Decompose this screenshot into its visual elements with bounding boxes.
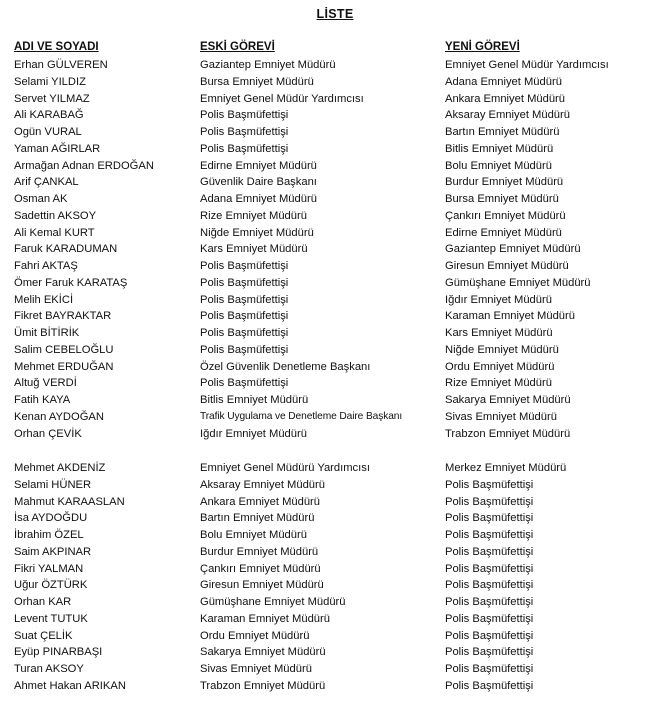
table-row [0, 208, 670, 225]
new-position: Iğdır Emniyet Müdürü [445, 293, 552, 306]
person-name: Mahmut KARAASLAN [14, 495, 125, 508]
header-name: ADI VE SOYADI [14, 41, 99, 53]
table-row [0, 225, 670, 242]
person-name: Melih EKİCİ [14, 293, 74, 306]
table-row [0, 375, 670, 392]
person-name: Fikret BAYRAKTAR [14, 310, 112, 323]
new-position: Merkez Emniyet Müdürü [445, 462, 567, 474]
old-position: Iğdır Emniyet Müdürü [200, 427, 307, 440]
person-name: Sadettin AKSOY [14, 209, 97, 222]
new-position: Sivas Emniyet Müdürü [445, 410, 557, 423]
person-name: Saim AKPINAR [14, 545, 92, 558]
person-name: Fikri YALMAN [14, 562, 84, 575]
person-name: Fatih KAYA [14, 394, 71, 406]
new-position: Polis Başmüfettişi [445, 629, 534, 642]
person-name: Fahri AKTAŞ [14, 260, 78, 272]
old-position: Sakarya Emniyet Müdürü [200, 646, 326, 659]
new-position: Karaman Emniyet Müdürü [445, 310, 575, 323]
table-row [0, 678, 670, 695]
table-row [0, 409, 670, 426]
new-position: Bursa Emniyet Müdürü [445, 193, 559, 205]
old-position: Giresun Emniyet Müdürü [200, 579, 324, 592]
new-position: Niğde Emniyet Müdürü [445, 343, 559, 356]
new-position: Polis Başmüfettişi [445, 596, 534, 608]
person-name: Faruk KARADUMAN [14, 243, 118, 256]
person-name: Salim CEBELOĞLU [14, 343, 114, 356]
old-position: Karaman Emniyet Müdürü [200, 612, 330, 625]
table-row [0, 494, 670, 511]
table-row [0, 124, 670, 141]
person-name: Kenan AYDOĞAN [14, 410, 104, 423]
table-row [0, 308, 670, 325]
new-position: Polis Başmüfettişi [445, 529, 534, 541]
old-position: Polis Başmüfettişi [200, 109, 289, 122]
person-name: Yaman AĞIRLAR [14, 142, 101, 155]
person-name: Armağan Adnan ERDOĞAN [14, 159, 154, 172]
new-position: Polis Başmüfettişi [445, 545, 534, 558]
new-position: Emniyet Genel Müdür Yardımcısı [445, 59, 609, 71]
old-position: Polis Başmüfettişi [200, 126, 289, 138]
old-position: Polis Başmüfettişi [200, 310, 289, 323]
old-position: Ordu Emniyet Müdürü [200, 629, 310, 642]
new-position: Adana Emniyet Müdürü [445, 75, 562, 88]
table-row [0, 460, 670, 477]
old-position: Polis Başmüfettişi [200, 142, 289, 155]
new-position: Ankara Emniyet Müdürü [445, 92, 566, 105]
old-position: Güvenlik Daire Başkanı [200, 176, 317, 189]
old-position: Emniyet Genel Müdürü Yardımcısı [200, 462, 370, 474]
new-position: Polis Başmüfettişi [445, 495, 534, 508]
table-row [0, 611, 670, 628]
table-row [0, 191, 670, 208]
table-row [0, 275, 670, 292]
person-name: Levent TUTUK [14, 612, 88, 625]
table-row [0, 426, 670, 443]
old-position: Bartın Emniyet Müdürü [200, 512, 315, 525]
new-position: Polis Başmüfettişi [445, 679, 534, 692]
old-position: Sivas Emniyet Müdürü [200, 663, 312, 675]
table-row [0, 158, 670, 175]
new-position: Ordu Emniyet Müdürü [445, 360, 555, 373]
person-name: Suat ÇELİK [14, 629, 73, 642]
new-position: Polis Başmüfettişi [445, 579, 534, 592]
new-position: Bartın Emniyet Müdürü [445, 126, 560, 138]
table-row [0, 577, 670, 594]
table-row [0, 644, 670, 661]
person-name: Altuğ VERDİ [14, 377, 77, 390]
person-name: Osman AK [14, 193, 68, 205]
new-position: Trabzon Emniyet Müdürü [445, 427, 571, 440]
old-position: Bolu Emniyet Müdürü [200, 529, 307, 541]
new-position: Polis Başmüfettişi [445, 512, 534, 525]
old-position: Ankara Emniyet Müdürü [200, 495, 321, 508]
new-position: Çankırı Emniyet Müdürü [445, 209, 566, 222]
person-name: Ogün VURAL [14, 126, 82, 138]
new-position: Polis Başmüfettişi [445, 663, 534, 675]
old-position: Adana Emniyet Müdürü [200, 193, 317, 205]
new-position: Bitlis Emniyet Müdürü [445, 142, 554, 155]
old-position: Trabzon Emniyet Müdürü [200, 679, 326, 692]
person-name: Arif ÇANKAL [14, 176, 79, 189]
person-name: Ömer Faruk KARATAŞ [14, 276, 128, 289]
table-row [0, 392, 670, 409]
table-row [0, 594, 670, 611]
person-name: Uğur ÖZTÜRK [14, 579, 88, 592]
table-row [0, 527, 670, 544]
person-name: Mehmet ERDUĞAN [14, 360, 114, 373]
new-position: Rize Emniyet Müdürü [445, 377, 552, 390]
person-name: Turan AKSOY [14, 663, 84, 675]
new-position: Burdur Emniyet Müdürü [445, 176, 564, 189]
new-position: Edirne Emniyet Müdürü [445, 226, 562, 239]
old-position: Gaziantep Emniyet Müdürü [200, 59, 336, 71]
table-row [0, 359, 670, 376]
appointment-list-group-1 [0, 57, 670, 442]
new-position: Aksaray Emniyet Müdürü [445, 109, 570, 122]
person-name: Servet YILMAZ [14, 92, 90, 105]
old-position: Kars Emniyet Müdürü [200, 243, 308, 256]
table-row [0, 57, 670, 74]
person-name: Ahmet Hakan ARIKAN [14, 679, 126, 692]
table-row [0, 342, 670, 359]
old-position: Trafik Uygulama ve Denetleme Daire Başkanı [200, 410, 403, 422]
new-position: Sakarya Emniyet Müdürü [445, 394, 571, 406]
old-position: Gümüşhane Emniyet Müdürü [200, 596, 346, 608]
appointment-list-group-2 [0, 460, 670, 695]
table-row [0, 325, 670, 342]
person-name: Erhan GÜLVEREN [14, 59, 108, 71]
person-name: Ali Kemal KURT [14, 226, 95, 239]
person-name: Orhan ÇEVİK [14, 427, 82, 440]
person-name: Ümit BİTİRİK [14, 327, 80, 339]
old-position: Bitlis Emniyet Müdürü [200, 394, 309, 406]
table-row [0, 477, 670, 494]
person-name: Orhan KAR [14, 596, 72, 608]
table-row [0, 74, 670, 91]
new-position: Polis Başmüfettişi [445, 646, 534, 659]
person-name: Eyüp PINARBAŞI [14, 646, 103, 659]
document-title: LİSTE [316, 7, 354, 21]
old-position: Polis Başmüfettişi [200, 343, 289, 356]
new-position: Polis Başmüfettişi [445, 562, 534, 575]
column-headers [0, 41, 670, 57]
table-row [0, 544, 670, 561]
new-position: Bolu Emniyet Müdürü [445, 159, 552, 172]
person-name: İsa AYDOĞDU [14, 512, 88, 525]
table-row [0, 107, 670, 124]
old-position: Çankırı Emniyet Müdürü [200, 562, 321, 575]
table-row [0, 174, 670, 191]
old-position: Polis Başmüfettişi [200, 327, 289, 339]
new-position: Polis Başmüfettişi [445, 478, 534, 491]
new-position: Gümüşhane Emniyet Müdürü [445, 276, 591, 289]
person-name: Ali KARABAĞ [14, 109, 84, 122]
header-new-position: YENİ GÖREVİ [445, 41, 520, 53]
old-position: Emniyet Genel Müdür Yardımcısı [200, 92, 364, 105]
person-name: Mehmet AKDENİZ [14, 462, 106, 474]
table-row [0, 561, 670, 578]
old-position: Polis Başmüfettişi [200, 260, 289, 272]
old-position: Polis Başmüfettişi [200, 276, 289, 289]
new-position: Gaziantep Emniyet Müdürü [445, 243, 581, 256]
old-position: Polis Başmüfettişi [200, 293, 289, 306]
table-row [0, 292, 670, 309]
table-row [0, 141, 670, 158]
table-row [0, 510, 670, 527]
person-name: Selami HÜNER [14, 478, 92, 491]
old-position: Polis Başmüfettişi [200, 377, 289, 390]
old-position: Rize Emniyet Müdürü [200, 209, 307, 222]
table-row [0, 91, 670, 108]
new-position: Giresun Emniyet Müdürü [445, 260, 569, 272]
header-old-position: ESKİ GÖREVİ [200, 41, 275, 53]
table-row [0, 628, 670, 645]
old-position: Aksaray Emniyet Müdürü [200, 478, 325, 491]
table-row [0, 241, 670, 258]
old-position: Burdur Emniyet Müdürü [200, 545, 319, 558]
old-position: Bursa Emniyet Müdürü [200, 75, 314, 88]
old-position: Niğde Emniyet Müdürü [200, 226, 314, 239]
person-name: İbrahim ÖZEL [14, 529, 84, 541]
table-row [0, 661, 670, 678]
new-position: Kars Emniyet Müdürü [445, 327, 553, 339]
table-row [0, 258, 670, 275]
old-position: Özel Güvenlik Denetleme Başkanı [200, 360, 371, 373]
new-position: Polis Başmüfettişi [445, 612, 534, 625]
old-position: Edirne Emniyet Müdürü [200, 159, 317, 172]
person-name: Selami YILDIZ [14, 75, 86, 88]
